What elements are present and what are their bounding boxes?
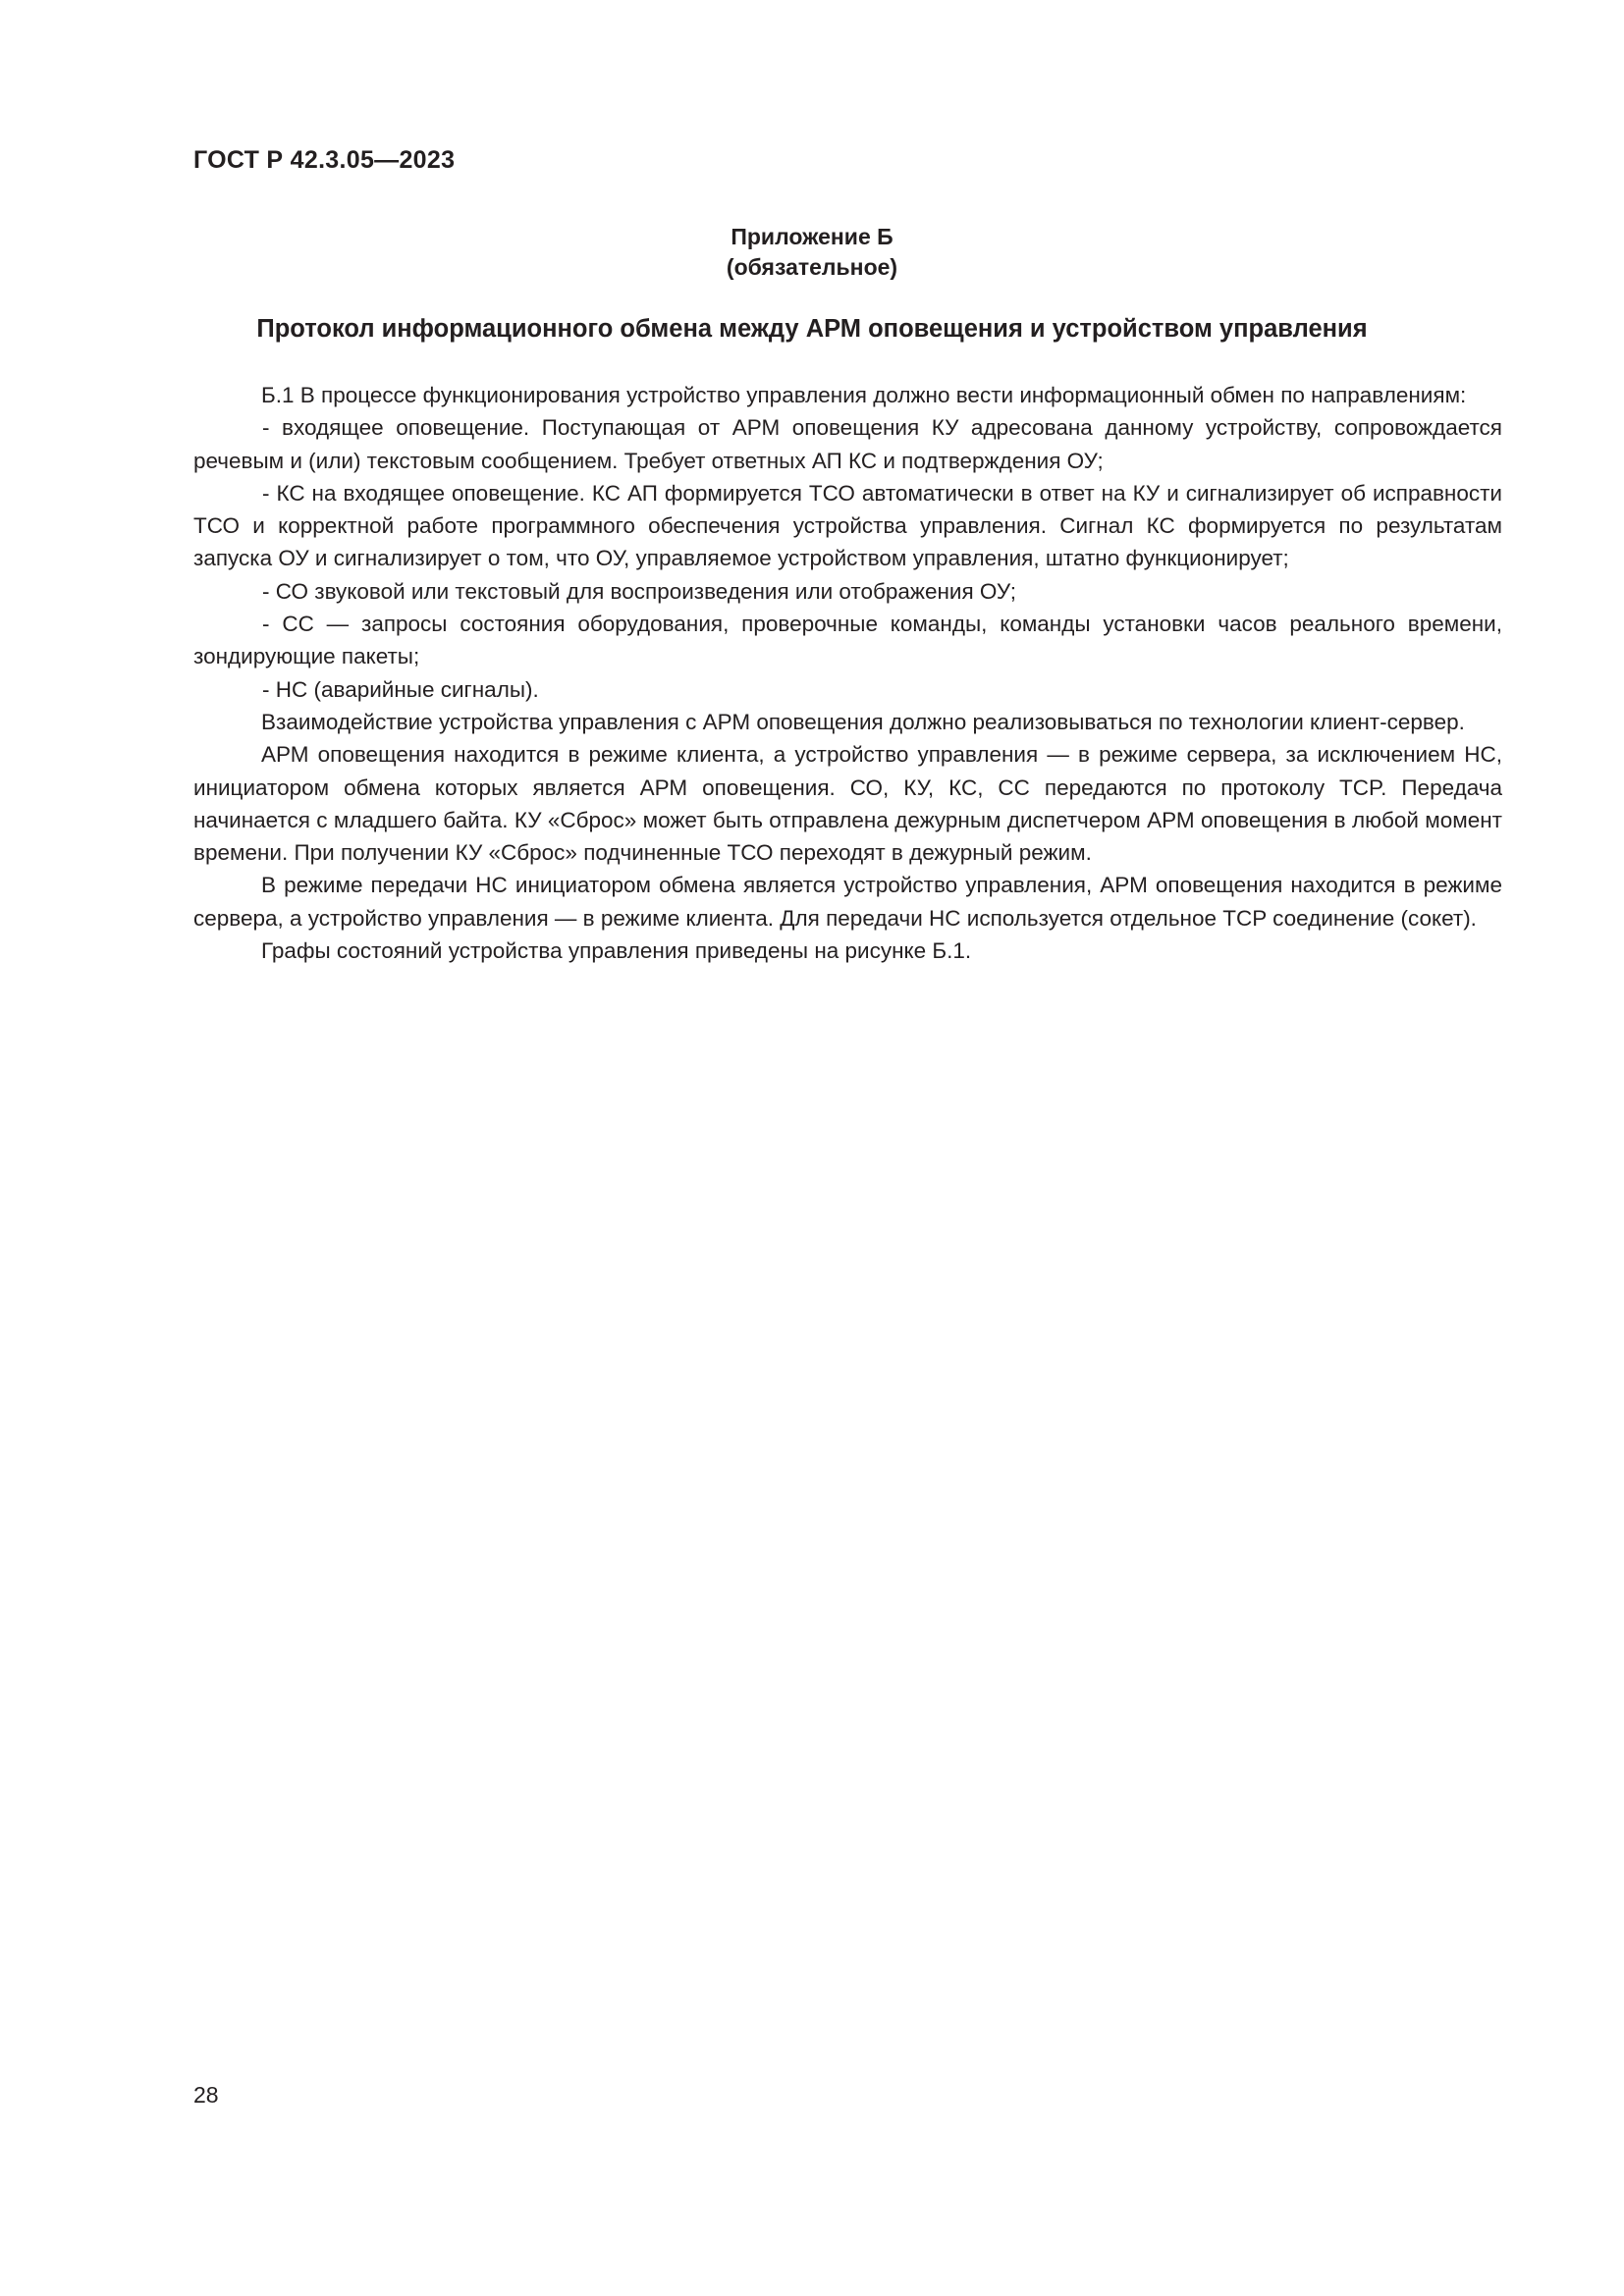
section-title: Протокол информационного обмена между АРМ оповещения и устройством управления	[256, 315, 1368, 343]
list-item-ss-requests: - СС — запросы состояния оборудования, проверочные команды, команды установки часов реального времени, зондирующие пакеты;	[193, 612, 1502, 669]
paragraph-b1: Б.1 В процессе функционирования устройство управления должно вести информационный обмен по направлениям:	[261, 383, 1467, 407]
appendix-heading	[0, 222, 1624, 283]
list-item-incoming-alert: - входящее оповещение. Поступающая от АРМ оповещения КУ адресована данному устройству, сопровождается речевым и (или) текстовым сообщением. Требует ответных АП КС и подтверждения ОУ;	[193, 415, 1502, 473]
paragraph-state-graphs: Графы состояний устройства управления приведены на рисунке Б.1.	[261, 938, 972, 964]
list-item-so-signal: - СО звуковой или текстовый для воспроизведения или отображения ОУ;	[262, 578, 1016, 604]
body-text	[193, 379, 1502, 967]
document-standard-header: ГОСТ Р 42.3.05—2023	[193, 146, 456, 174]
appendix-title: Приложение Б	[731, 224, 893, 249]
list-item-ks-response: - КС на входящее оповещение. КС АП формируется ТСО автоматически в ответ на КУ и сигнализирует об исправности ТСО и корректной работе программного обеспечения устройства управления. Сигнал КС формируется по результатам запуска ОУ и сигнализирует о том, что ОУ, управляемое устройством управления, штатно функционирует;	[193, 480, 1502, 571]
paragraph-client-mode: АРМ оповещения находится в режиме клиента, а устройство управления — в режиме сервера, за исключением НС, инициатором обмена которых является АРМ оповещения. СО, КУ, КС, СС передаются по протоколу TCP. Передача начинается с младшего байта. КУ «Сброс» может быть отправлена дежурным диспетчером АРМ оповещения в любой момент времени. При получении КУ «Сброс» подчиненные ТСО переходят в дежурный режим.	[193, 742, 1502, 866]
paragraph-ns-transfer: В режиме передачи НС инициатором обмена является устройство управления, АРМ оповещения находится в режиме сервера, а устройство управления — в режиме клиента. Для передачи НС используется отдельное TCP соединение (сокет).	[193, 873, 1502, 931]
appendix-status: (обязательное)	[726, 254, 898, 280]
page-number: 28	[193, 2082, 219, 2108]
list-item-ns-alarms: - НС (аварийные сигналы).	[262, 676, 539, 702]
paragraph-client-server: Взаимодействие устройства управления с АРМ оповещения должно реализовываться по технологии клиент-сервер.	[261, 709, 1465, 734]
